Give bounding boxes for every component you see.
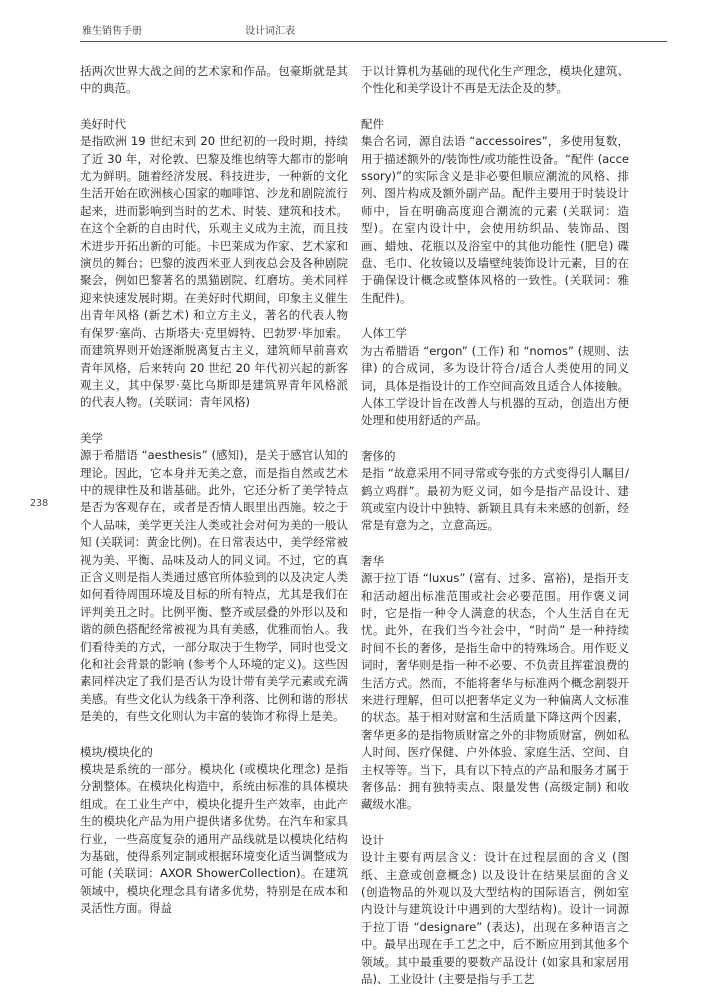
header-rule <box>80 41 667 42</box>
entry-extravagant <box>361 448 629 535</box>
entry-heading: 奢侈的 <box>361 448 396 463</box>
entry-aesthetics <box>80 430 348 726</box>
entry-heading: 美好时代 <box>80 116 126 131</box>
entry-text: 模块是系统的一部分。模块化 (或模块化理念) 是指分割整体。在模块化构造中，系统由标准的具体模块组成。在工业生产中，模块化提升生产效率，由此产生的模块化产品为用户提供诸多优势。在汽车和家具行业，一些高度复杂的通用产品线就是以模块化结构为基础，使得系列定制或根据环境变化适当调整成为可能 (关联词：AXOR ShowerCollection)。在建筑领域中，模块化理念具有诸多优势，特别是在成本和灵活性方面。得益 <box>80 762 348 916</box>
entry-text: 于以计算机为基础的现代化生产理念，模块化建筑、个性化和美学设计不再是无法企及的梦。 <box>361 64 629 96</box>
entry-text: 源于希腊语 “aesthesis” (感知)，是关于感官认知的理论。因此，它本身并无美之意，而是指自然或艺术中的规律性及和谐基础。此外，它还分析了美学特点是否为客观存在，或者是否情人眼里出西施。较之于个人品味，美学更关注人类或社会对何为美的一般认知 (关联词：黄金比例)。在日常表达中，美学经常被视为美、平衡、品味及动人的同义词。不过，它的真正含义则是指人类通过感官所体验到的以及决定人类如何看待周围环境及目标的所有特点，尤其是我们在评判美丑之时。比例平衡、整齐或层叠的外形以及和谐的颜色搭配经常被视为具有美感，优雅而怡人。我们看待美的方式，一部分取决于生物学，同时也受文化和社会背景的影响 (参考个人环境的定义)。这些因素同样决定了我们是否认为设计带有美学元素或充满美感。有些文化认为线条干净利落、比例和谐的形状是美的，有些文化则认为丰富的装饰才称得上是美。 <box>80 448 348 724</box>
entry-text: 是指 “故意采用不同寻常或夸张的方式变得引人瞩目/鹤立鸡群”。最初为贬义词，如今是指产品设计、建筑或室内设计中独特、新颖且具有未来感的创新，经常是有意为之，立意高远。 <box>361 466 629 533</box>
entry-text: 是指欧洲 19 世纪末到 20 世纪初的一段时期，持续了近 30 年，对伦敦、巴黎及维也纳等大都市的影响尤为鲜明。随着经济发展、科技进步，一种新的文化生活开始在欧洲核心国家的咖啡馆、沙龙和剧院流行起来，进而影响到当时的艺术、时装、建筑和技术。在这个全新的自由时代，乐观主义成为主流，而且技术进步开拓出新的可能。卡巴莱成为作家、艺术家和演员的舞台；巴黎的波西米亚人到夜总会及各种剧院聚会，例如巴黎著名的黑猫剧院、红磨坊。美术同样迎来快速发展时期。在美好时代期间，印象主义催生出青年风格 (新艺术) 和立方主义，著名的代表人物有保罗·塞尚、古斯塔夫·克里姆特、巴勃罗·毕加索。而建筑界则开始逐渐脱离复古主义，建筑师早前喜欢青年风格，后来转向 20 世纪 20 年代初兴起的新客观主义，其中保罗·莫比乌斯即是建筑界青年风格派的代表人物。(关联词：青年风格) <box>80 134 348 410</box>
entry-text: 括两次世界大战之间的艺术家和作品。包豪斯就是其中的典范。 <box>80 64 348 96</box>
entry-text: 设计主要有两层含义：设计在过程层面的含义 (图纸、主意或创意概念) 以及设计在结果层面的含义 (创造物品的外观以及大型结构的国际语言，例如室内设计与建筑设计中遇到的大型结构)。设计一词源于拉丁语 “designare” (表达)，出现在多种语言之中。最早出现在手工艺之中，后不断应用到其他多个领域。其中最重要的要数产品设计 (如家具和家居用品)、工业设计 (主要是指与手工艺 <box>361 850 629 987</box>
entry-heading: 模块/模块化的 <box>80 744 153 759</box>
entry-heading: 人体工学 <box>361 326 407 341</box>
entry-heading: 美学 <box>80 430 103 445</box>
entry-continuation <box>361 63 629 98</box>
entry-accessories <box>361 116 629 307</box>
running-header <box>82 22 667 40</box>
page-number: 238 <box>30 498 49 509</box>
entry-heading: 奢华 <box>361 553 384 568</box>
entry-ergonomics <box>361 325 629 429</box>
entry-text: 源于拉丁语 “luxus” (富有、过多、富裕)，是指开支和活动超出标准范围或社会必要范围。用作褒义词时，它是指一种令人满意的状态，个人生活自在无忧。此外，在我们当今社会中，“时尚” 是一种持续时间不长的奢侈，是指生命中的特殊场合。用作贬义词时，奢华则是指一种不必要、不负责且挥霍浪费的生活方式。然而，不能将奢华与标准两个概念割裂开来进行理解，但可以把奢华定义为一种偏离人文标准的状态。基于相对财富和生活质量下降这两个因素，奢华更多的是指物质财富之外的非物质财富，例如私人时间、医疗保健、户外体验、家庭生活、空间、自主权等等。当下，具有以下特点的产品和服务才属于奢侈品：拥有独特卖点、限量发售 (高级定制) 和收藏级水准。 <box>361 571 629 812</box>
entry-belle-epoque <box>80 116 348 412</box>
entry-heading: 配件 <box>361 116 384 131</box>
entry-continuation <box>80 63 348 98</box>
header-section-title: 设计词汇表 <box>245 26 295 37</box>
entry-design <box>361 832 629 989</box>
entry-text: 集合名词，源自法语 “accessoires”，多使用复数，用于描述额外的/装饰性/或功能性设备。“配件 (accessory)”的实际含义是非必要但顺应潮流的风格、排列、图片构成及额外副产品。配件主要用于时装设计师中，旨在明确高度迎合潮流的元素 (关联词：造型)。在室内设计中，会使用纺织品、装饰品、图画、蜡烛、花瓶以及浴室中的其他功能性 (肥皂) 碟盘、毛巾、化妆镜以及墙壁纯装饰设计元素，目的在于确保设计概念或整体风格的一致性。(关联词：雅生配件)。 <box>361 134 629 305</box>
entry-heading: 设计 <box>361 832 384 847</box>
right-column <box>361 63 629 1007</box>
header-book-title: 雅生销售手册 <box>82 26 142 37</box>
entry-text: 为古希腊语 “ergon” (工作) 和 “nomos” (规则、法律) 的合成词，多为设计符合/适合人类使用的同义词，具体是指设计的工作空间高效且适合人体接触。人体工学设计旨在改善人与机器的互动，创造出方便处理和使用舒适的产品。 <box>361 343 629 428</box>
entry-luxury <box>361 553 629 814</box>
entry-modular <box>80 744 348 918</box>
left-column <box>80 63 348 936</box>
